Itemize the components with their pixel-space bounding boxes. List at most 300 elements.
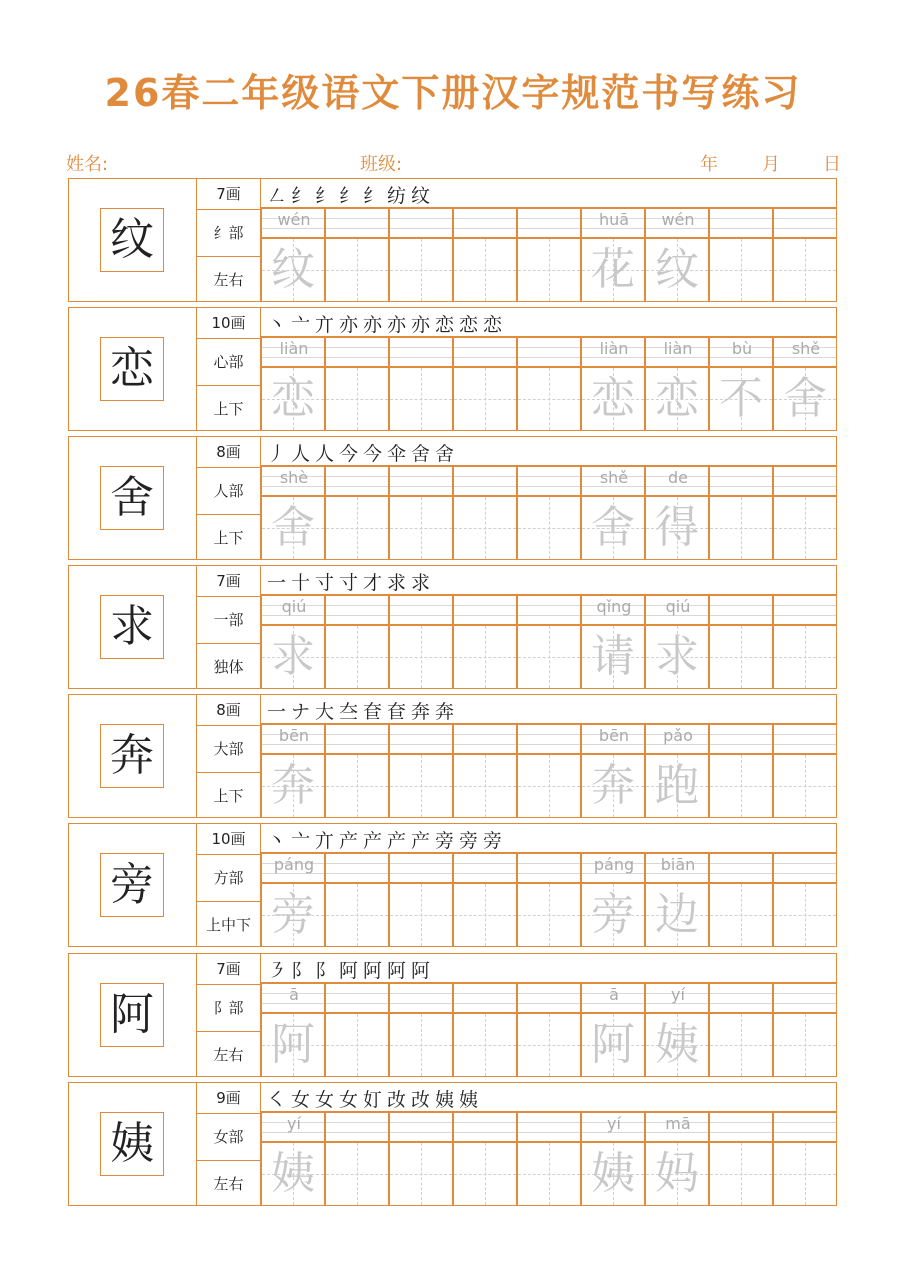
tian-grid-box[interactable] <box>389 1013 453 1077</box>
tian-grid-box[interactable] <box>389 496 453 560</box>
tian-grid-box[interactable] <box>773 754 837 818</box>
stroke-step: 大 <box>315 701 335 723</box>
tian-grid-box[interactable] <box>773 367 837 431</box>
tian-grid-box[interactable] <box>261 1142 325 1206</box>
tian-grid-box[interactable] <box>773 625 837 689</box>
writing-grid <box>261 595 837 689</box>
model-char: 旁 <box>100 853 164 917</box>
stroke-step: 丶 <box>267 830 287 852</box>
writing-cell[interactable] <box>453 724 517 818</box>
char-practice-block <box>68 953 837 1077</box>
writing-cell[interactable] <box>453 1112 517 1206</box>
pinyin-box[interactable] <box>709 466 773 496</box>
writing-cell[interactable] <box>389 983 453 1077</box>
year-label: 年 <box>700 154 718 175</box>
model-char: 求 <box>100 595 164 659</box>
pinyin-box[interactable] <box>517 337 581 367</box>
tian-grid-box[interactable] <box>709 367 773 431</box>
writing-cell[interactable] <box>645 595 709 689</box>
stroke-step: 丿 <box>267 443 287 465</box>
radical: 女部 <box>197 1114 260 1161</box>
writing-grid <box>261 983 837 1077</box>
pinyin-box[interactable] <box>453 983 517 1013</box>
writing-cell[interactable] <box>645 466 709 560</box>
pinyin-box[interactable] <box>517 1112 581 1142</box>
pinyin-box[interactable] <box>261 466 325 496</box>
tian-grid-box[interactable] <box>261 754 325 818</box>
writing-cell[interactable] <box>453 208 517 302</box>
tian-grid-box[interactable] <box>645 754 709 818</box>
char-info <box>197 565 261 689</box>
pinyin-box[interactable] <box>517 595 581 625</box>
tian-grid-box[interactable] <box>709 754 773 818</box>
tian-grid-box[interactable] <box>453 238 517 302</box>
writing-cell[interactable] <box>709 595 773 689</box>
tian-grid-box[interactable] <box>773 1013 837 1077</box>
pinyin-box[interactable] <box>709 1112 773 1142</box>
writing-cell[interactable] <box>645 853 709 947</box>
tian-grid-box[interactable] <box>261 625 325 689</box>
stroke-order-row <box>261 307 837 337</box>
stroke-step: 女 <box>291 1089 311 1111</box>
pinyin-box[interactable] <box>773 595 837 625</box>
writing-cell[interactable] <box>581 208 645 302</box>
tian-grid-box[interactable] <box>261 496 325 560</box>
writing-cell[interactable] <box>581 1112 645 1206</box>
pinyin-box[interactable] <box>389 724 453 754</box>
pinyin-box[interactable] <box>389 337 453 367</box>
stroke-step: 纟 <box>339 185 359 207</box>
writing-cell[interactable] <box>709 724 773 818</box>
pinyin-box[interactable] <box>581 724 645 754</box>
tian-grid-box[interactable] <box>453 883 517 947</box>
writing-cell[interactable] <box>325 983 389 1077</box>
writing-cell[interactable] <box>325 595 389 689</box>
writing-cell[interactable] <box>261 466 325 560</box>
pinyin-box[interactable] <box>325 208 389 238</box>
tian-grid-box[interactable] <box>261 883 325 947</box>
stroke-step: 恋 <box>459 314 479 336</box>
pinyin-box[interactable] <box>261 724 325 754</box>
tian-grid-box[interactable] <box>325 1142 389 1206</box>
writing-cell[interactable] <box>709 466 773 560</box>
writing-cell[interactable] <box>261 337 325 431</box>
writing-cell[interactable] <box>389 466 453 560</box>
pinyin-box[interactable] <box>453 1112 517 1142</box>
writing-cell[interactable] <box>261 1112 325 1206</box>
pinyin-text: bēn <box>598 726 630 745</box>
tian-grid-box[interactable] <box>517 496 581 560</box>
tian-grid-box[interactable] <box>453 754 517 818</box>
tian-grid-box[interactable] <box>581 367 645 431</box>
pinyin-text: yí <box>287 1114 301 1133</box>
pinyin-box[interactable] <box>261 983 325 1013</box>
writing-cell[interactable] <box>389 1112 453 1206</box>
writing-cell[interactable] <box>261 983 325 1077</box>
writing-cell[interactable] <box>645 337 709 431</box>
writing-cell[interactable] <box>517 983 581 1077</box>
writing-cell[interactable] <box>389 724 453 818</box>
pinyin-box[interactable] <box>453 208 517 238</box>
pinyin-box[interactable] <box>389 208 453 238</box>
writing-cell[interactable] <box>773 853 837 947</box>
pinyin-box[interactable] <box>389 1112 453 1142</box>
trace-char: 姨 <box>271 1148 315 1199</box>
tian-grid-box[interactable] <box>581 883 645 947</box>
tian-grid-box[interactable] <box>453 496 517 560</box>
pinyin-box[interactable] <box>325 595 389 625</box>
pinyin-box[interactable] <box>645 595 709 625</box>
writing-cell[interactable] <box>645 983 709 1077</box>
stroke-step: ナ <box>291 701 311 723</box>
stroke-step: 纟 <box>363 185 383 207</box>
pinyin-box[interactable] <box>645 853 709 883</box>
pinyin-box[interactable] <box>773 466 837 496</box>
writing-cell[interactable] <box>453 466 517 560</box>
page-title: 26春二年级语文下册汉字规范书写练习 <box>104 71 802 115</box>
pinyin-box[interactable] <box>453 595 517 625</box>
writing-cell[interactable] <box>453 595 517 689</box>
stroke-step: 求 <box>387 572 407 594</box>
stroke-step: 妀 <box>387 1089 407 1111</box>
writing-cell[interactable] <box>325 724 389 818</box>
writing-cell[interactable] <box>773 466 837 560</box>
structure: 左右 <box>213 271 244 289</box>
stroke-step: 旁 <box>435 830 455 852</box>
writing-cell[interactable] <box>261 724 325 818</box>
writing-cell[interactable] <box>389 853 453 947</box>
pinyin-box[interactable] <box>389 853 453 883</box>
pinyin-box[interactable] <box>773 208 837 238</box>
writing-cell[interactable] <box>645 1112 709 1206</box>
pinyin-box[interactable] <box>389 466 453 496</box>
tian-grid-box[interactable] <box>517 1142 581 1206</box>
writing-cell[interactable] <box>709 983 773 1077</box>
tian-grid-box[interactable] <box>645 496 709 560</box>
stroke-step: 亠 <box>291 314 311 336</box>
tian-grid-box[interactable] <box>645 1142 709 1206</box>
writing-cell[interactable] <box>773 1112 837 1206</box>
trace-char: 奔 <box>591 760 635 811</box>
stroke-order-row <box>261 953 837 983</box>
pinyin-box[interactable] <box>325 853 389 883</box>
tian-grid-box[interactable] <box>709 496 773 560</box>
writing-grid <box>261 466 837 560</box>
tian-grid-box[interactable] <box>325 625 389 689</box>
pinyin-text: liàn <box>663 339 693 358</box>
tian-grid-box[interactable] <box>645 883 709 947</box>
writing-cell[interactable] <box>517 337 581 431</box>
tian-grid-box[interactable] <box>261 238 325 302</box>
model-char-box <box>68 178 197 302</box>
tian-grid-box[interactable] <box>709 625 773 689</box>
tian-grid-box[interactable] <box>325 367 389 431</box>
tian-grid-box[interactable] <box>261 1013 325 1077</box>
pinyin-box[interactable] <box>261 208 325 238</box>
stroke-step: 恋 <box>435 314 455 336</box>
pinyin-text: wén <box>661 210 695 229</box>
writing-cell[interactable] <box>709 853 773 947</box>
writing-cell[interactable] <box>517 208 581 302</box>
tian-grid-box[interactable] <box>709 1142 773 1206</box>
name-label: 姓名: <box>66 154 109 175</box>
stroke-step: 伞 <box>387 443 407 465</box>
stroke-step: 人 <box>291 443 311 465</box>
tian-grid-box[interactable] <box>645 238 709 302</box>
tian-grid-box[interactable] <box>453 367 517 431</box>
pinyin-box[interactable] <box>581 208 645 238</box>
char-practice-block <box>68 694 837 818</box>
tian-grid-box[interactable] <box>645 625 709 689</box>
pinyin-box[interactable] <box>261 1112 325 1142</box>
pinyin-box[interactable] <box>773 1112 837 1142</box>
writing-cell[interactable] <box>389 208 453 302</box>
pinyin-box[interactable] <box>581 337 645 367</box>
pinyin-box[interactable] <box>709 983 773 1013</box>
pinyin-box[interactable] <box>645 466 709 496</box>
pinyin-box[interactable] <box>325 983 389 1013</box>
writing-cell[interactable] <box>325 337 389 431</box>
pinyin-box[interactable] <box>709 724 773 754</box>
writing-cell[interactable] <box>773 724 837 818</box>
pinyin-box[interactable] <box>517 208 581 238</box>
day-label: 日 <box>823 154 841 175</box>
tian-grid-box[interactable] <box>517 754 581 818</box>
writing-cell[interactable] <box>325 466 389 560</box>
pinyin-box[interactable] <box>261 853 325 883</box>
stroke-step: 旁 <box>483 830 503 852</box>
pinyin-box[interactable] <box>645 724 709 754</box>
pinyin-box[interactable] <box>325 466 389 496</box>
tian-grid-box[interactable] <box>453 625 517 689</box>
trace-char: 舍 <box>591 502 635 553</box>
char-practice-block <box>68 307 837 431</box>
trace-char: 求 <box>655 631 699 682</box>
writing-cell[interactable] <box>389 595 453 689</box>
stroke-order-row <box>261 823 837 853</box>
writing-cell[interactable] <box>773 208 837 302</box>
pinyin-box[interactable] <box>517 724 581 754</box>
pinyin-box[interactable] <box>453 853 517 883</box>
radical: 方部 <box>197 855 260 902</box>
structure: 上下 <box>213 529 244 547</box>
writing-cell[interactable] <box>581 337 645 431</box>
pinyin-box[interactable] <box>453 724 517 754</box>
model-char: 恋 <box>100 337 164 401</box>
tian-grid-box[interactable] <box>773 1142 837 1206</box>
pinyin-box[interactable] <box>773 853 837 883</box>
tian-grid-box[interactable] <box>325 496 389 560</box>
writing-cell[interactable] <box>645 724 709 818</box>
stroke-order-row <box>261 694 837 724</box>
pinyin-box[interactable] <box>773 337 837 367</box>
char-info <box>197 694 261 818</box>
pinyin-box[interactable] <box>709 595 773 625</box>
pinyin-text: huā <box>598 210 630 229</box>
stroke-step: 旁 <box>459 830 479 852</box>
structure: 上下 <box>213 400 244 418</box>
stroke-step: 产 <box>387 830 407 852</box>
pinyin-box[interactable] <box>325 724 389 754</box>
tian-grid-box[interactable] <box>773 496 837 560</box>
char-info <box>197 1082 261 1206</box>
tian-grid-box[interactable] <box>773 883 837 947</box>
tian-grid-box[interactable] <box>517 625 581 689</box>
model-char-box <box>68 436 197 560</box>
pinyin-box[interactable] <box>325 337 389 367</box>
writing-cell[interactable] <box>581 595 645 689</box>
tian-grid-box[interactable] <box>709 883 773 947</box>
writing-cell[interactable] <box>517 1112 581 1206</box>
writing-cell[interactable] <box>645 208 709 302</box>
writing-cell[interactable] <box>581 466 645 560</box>
tian-grid-box[interactable] <box>709 1013 773 1077</box>
pinyin-box[interactable] <box>453 466 517 496</box>
pinyin-box[interactable] <box>517 983 581 1013</box>
writing-cell[interactable] <box>517 595 581 689</box>
pinyin-box[interactable] <box>709 208 773 238</box>
pinyin-box[interactable] <box>389 983 453 1013</box>
stroke-count: 7画 <box>197 954 260 985</box>
pinyin-box[interactable] <box>261 595 325 625</box>
writing-cell[interactable] <box>773 337 837 431</box>
tian-grid-box[interactable] <box>325 238 389 302</box>
pinyin-box[interactable] <box>581 595 645 625</box>
pinyin-text: yí <box>671 985 685 1004</box>
writing-cell[interactable] <box>773 983 837 1077</box>
pinyin-box[interactable] <box>773 983 837 1013</box>
stroke-count: 7画 <box>197 179 260 210</box>
writing-cell[interactable] <box>261 595 325 689</box>
tian-grid-box[interactable] <box>453 1142 517 1206</box>
tian-grid-box[interactable] <box>517 367 581 431</box>
stroke-step: 奵 <box>363 1089 383 1111</box>
pinyin-box[interactable] <box>773 724 837 754</box>
tian-grid-box[interactable] <box>581 496 645 560</box>
tian-grid-box[interactable] <box>325 883 389 947</box>
stroke-step: 纟 <box>315 185 335 207</box>
pinyin-box[interactable] <box>645 1112 709 1142</box>
writing-cell[interactable] <box>453 337 517 431</box>
pinyin-box[interactable] <box>645 983 709 1013</box>
writing-cell[interactable] <box>773 595 837 689</box>
tian-grid-box[interactable] <box>517 238 581 302</box>
pinyin-text: pǎo <box>663 726 693 745</box>
writing-cell[interactable] <box>325 853 389 947</box>
model-char: 阿 <box>100 983 164 1047</box>
tian-grid-box[interactable] <box>389 625 453 689</box>
structure: 独体 <box>213 658 244 676</box>
char-practice-block <box>68 436 837 560</box>
writing-cell[interactable] <box>261 853 325 947</box>
writing-cell[interactable] <box>517 466 581 560</box>
tian-grid-box[interactable] <box>389 367 453 431</box>
trace-char: 花 <box>591 244 635 295</box>
pinyin-box[interactable] <box>517 466 581 496</box>
pinyin-box[interactable] <box>261 337 325 367</box>
writing-grid <box>261 337 837 431</box>
tian-grid-box[interactable] <box>709 238 773 302</box>
writing-cell[interactable] <box>325 208 389 302</box>
radical: 阝部 <box>197 985 260 1032</box>
pinyin-text: shě <box>791 339 821 358</box>
pinyin-box[interactable] <box>581 466 645 496</box>
pinyin-box[interactable] <box>581 983 645 1013</box>
pinyin-box[interactable] <box>709 853 773 883</box>
tian-grid-box[interactable] <box>389 754 453 818</box>
char-practice-block <box>68 565 837 689</box>
pinyin-box[interactable] <box>581 1112 645 1142</box>
pinyin-box[interactable] <box>325 1112 389 1142</box>
tian-grid-box[interactable] <box>517 883 581 947</box>
writing-cell[interactable] <box>453 983 517 1077</box>
writing-cell[interactable] <box>709 1112 773 1206</box>
pinyin-box[interactable] <box>709 337 773 367</box>
tian-grid-box[interactable] <box>581 1013 645 1077</box>
writing-cell[interactable] <box>453 853 517 947</box>
writing-cell[interactable] <box>517 724 581 818</box>
tian-grid-box[interactable] <box>453 1013 517 1077</box>
model-char-box <box>68 823 197 947</box>
pinyin-box[interactable] <box>453 337 517 367</box>
writing-cell[interactable] <box>581 853 645 947</box>
writing-cell[interactable] <box>261 208 325 302</box>
writing-cell[interactable] <box>581 983 645 1077</box>
pinyin-text: mā <box>665 1114 691 1133</box>
pinyin-box[interactable] <box>645 208 709 238</box>
trace-char: 妈 <box>655 1148 699 1199</box>
tian-grid-box[interactable] <box>325 754 389 818</box>
tian-grid-box[interactable] <box>645 367 709 431</box>
tian-grid-box[interactable] <box>261 367 325 431</box>
stroke-step: 亦 <box>363 314 383 336</box>
pinyin-box[interactable] <box>645 337 709 367</box>
pinyin-box[interactable] <box>517 853 581 883</box>
tian-grid-box[interactable] <box>645 1013 709 1077</box>
stroke-step: 亦 <box>339 314 359 336</box>
stroke-step: 阝 <box>315 960 335 982</box>
structure: 上下 <box>213 787 244 805</box>
char-practice-block <box>68 1082 837 1206</box>
radical: 大部 <box>197 726 260 773</box>
pinyin-text: liàn <box>599 339 629 358</box>
pinyin-box[interactable] <box>581 853 645 883</box>
writing-cell[interactable] <box>517 853 581 947</box>
writing-cell[interactable] <box>709 208 773 302</box>
stroke-step: 姨 <box>435 1089 455 1111</box>
writing-cell[interactable] <box>581 724 645 818</box>
tian-grid-box[interactable] <box>581 238 645 302</box>
tian-grid-box[interactable] <box>581 1142 645 1206</box>
tian-grid-box[interactable] <box>581 625 645 689</box>
tian-grid-box[interactable] <box>773 238 837 302</box>
stroke-step: 姨 <box>459 1089 479 1111</box>
tian-grid-box[interactable] <box>517 1013 581 1077</box>
trace-char: 姨 <box>591 1148 635 1199</box>
stroke-step: 夳 <box>339 701 359 723</box>
pinyin-box[interactable] <box>389 595 453 625</box>
writing-cell[interactable] <box>389 337 453 431</box>
writing-cell[interactable] <box>709 337 773 431</box>
stroke-step: 舍 <box>411 443 431 465</box>
tian-grid-box[interactable] <box>389 238 453 302</box>
tian-grid-box[interactable] <box>325 1013 389 1077</box>
tian-grid-box[interactable] <box>581 754 645 818</box>
tian-grid-box[interactable] <box>389 883 453 947</box>
tian-grid-box[interactable] <box>389 1142 453 1206</box>
trace-char: 求 <box>271 631 315 682</box>
writing-cell[interactable] <box>325 1112 389 1206</box>
